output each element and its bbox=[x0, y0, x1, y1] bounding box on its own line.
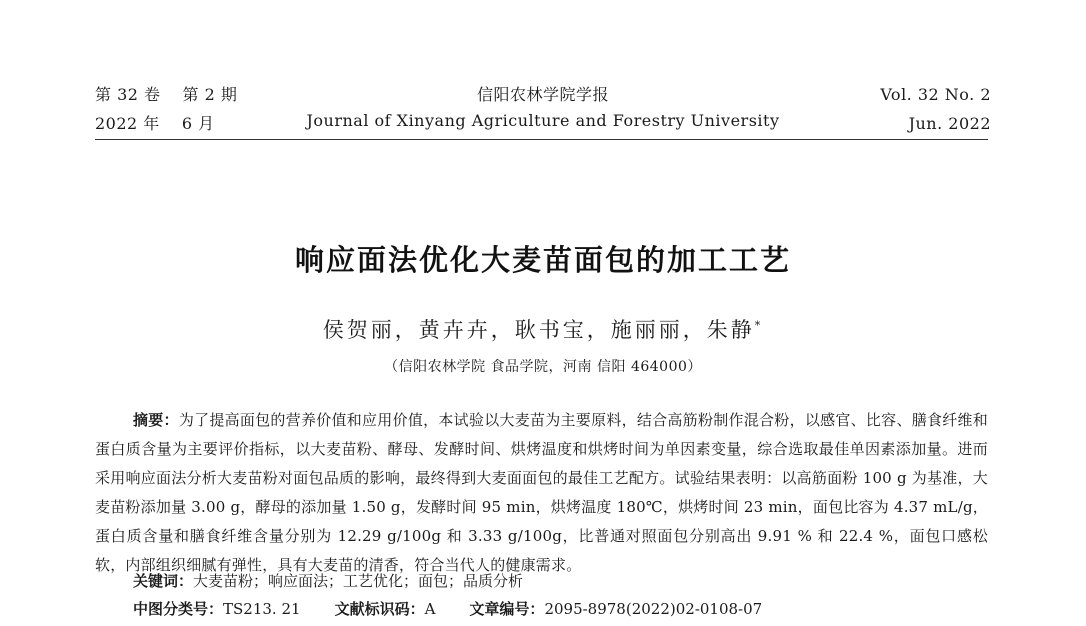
year: 2022 年 bbox=[95, 114, 160, 133]
clc-group bbox=[133, 600, 301, 618]
paper-title: 响应面法优化大麦苗面包的加工工艺 bbox=[294, 243, 791, 277]
abstract bbox=[95, 406, 988, 580]
clc-value: TS213. 21 bbox=[223, 600, 301, 618]
doc-code-value: A bbox=[424, 600, 436, 618]
doc-code-label: 文献标识码： bbox=[334, 600, 425, 618]
volume: 第 32 卷 bbox=[95, 85, 161, 104]
keywords-text: 大麦苗粉；响应面法；工艺优化；面包；品质分析 bbox=[193, 572, 524, 590]
article-number-value: 2095-8978(2022)02-0108-07 bbox=[544, 600, 763, 618]
issue: 第 2 期 bbox=[182, 85, 238, 104]
classification-line bbox=[133, 598, 762, 619]
authors: 侯贺丽，黄卉卉，耿书宝，施丽丽，朱静 bbox=[322, 318, 755, 342]
keywords-label: 关键词： bbox=[133, 572, 194, 590]
affiliation: （信阳农林学院 食品学院，河南 信阳 464000） bbox=[384, 359, 702, 375]
keywords bbox=[133, 570, 523, 591]
clc-label: 中图分类号： bbox=[133, 600, 224, 618]
abstract-text: 为了提高面包的营养价值和应用价值，本试验以大麦苗为主要原料，结合高筋粉制作混合粉，以感官、比容、膳食纤维和蛋白质含量为主要评价指标，以大麦苗粉、酵母、发酵时间、烘烤温度和烘烤时间为单因素变量，综合选取最佳单因素添加量。进而采用响应面法分析大麦苗粉对面包品质的影响，最终得到大麦面面包的最佳工艺配方。试验结果表明：以高筋面粉 100 g 为基准，大麦苗粉添加量 3.00 g，酵母的添加量 1.50 g，发酵时间 95 min，烘烤温度 180℃，烘烤时间 23 min，面包比容为 4.37 mL/g，蛋白质含量和膳食纤维含量分别为 12.29 g/100g 和 3.33 g/100g，比普通对照面包分别高出 9.91 % 和 22.4 %，面包口感松软，内部组织细腻有弹性，具有大麦苗的清香，符合当代人的健康需求。 bbox=[95, 411, 988, 574]
header-rule bbox=[95, 139, 988, 140]
article-number-label: 文章编号： bbox=[469, 600, 545, 618]
volume-en: Vol. 32 No. 2 bbox=[880, 85, 991, 104]
journal-name-en: Journal of Xinyang Agriculture and Forestry University bbox=[306, 111, 780, 130]
header-row-1 bbox=[95, 82, 991, 105]
header-row-2 bbox=[95, 111, 991, 134]
abstract-label: 摘要： bbox=[133, 411, 179, 429]
date-en: Jun. 2022 bbox=[908, 114, 991, 133]
doc-code-group bbox=[335, 600, 436, 618]
month: 6 月 bbox=[181, 114, 215, 133]
journal-name-cn: 信阳农林学院学报 bbox=[476, 85, 609, 104]
article-number-group bbox=[469, 600, 762, 618]
author-list bbox=[0, 314, 1086, 344]
corresponding-author-mark: * bbox=[754, 319, 764, 332]
